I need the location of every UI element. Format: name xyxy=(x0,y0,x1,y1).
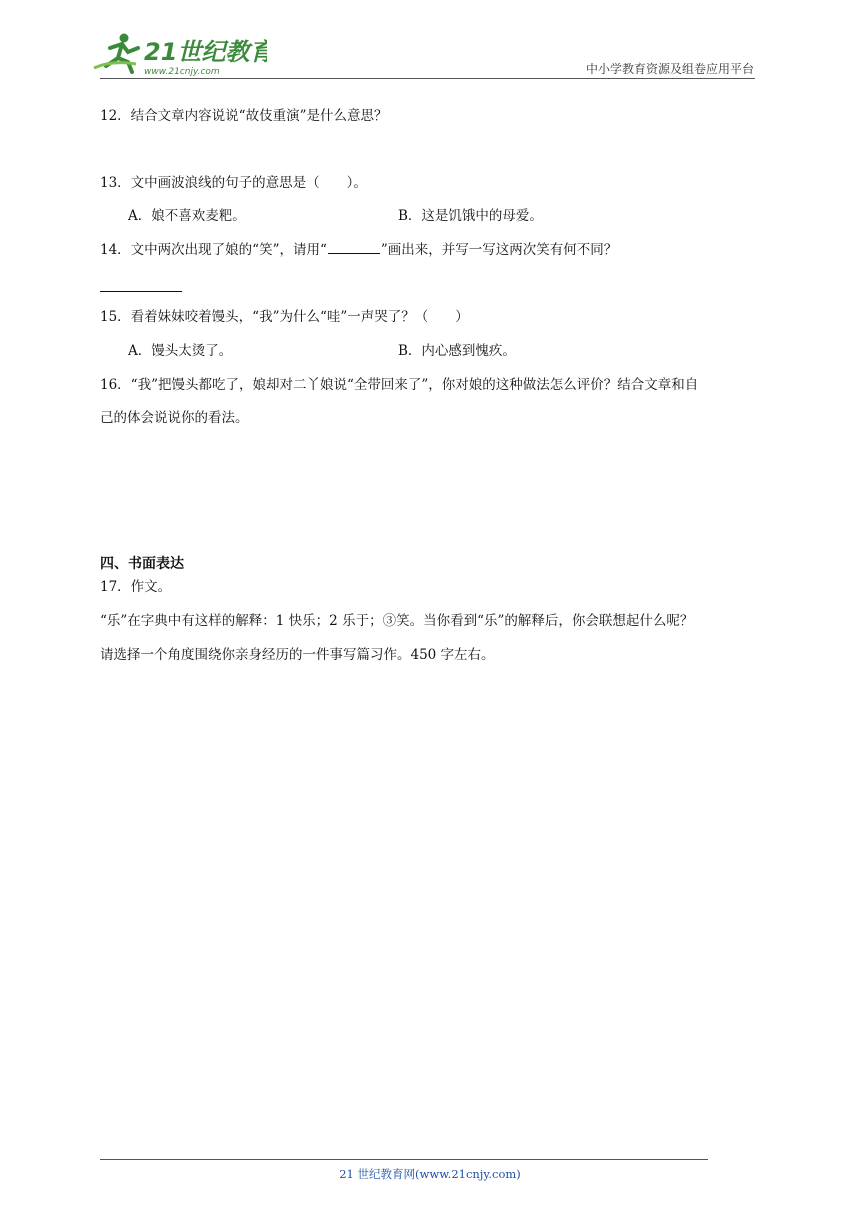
question-16-line-2: 己的体会说说你的看法。 xyxy=(100,410,249,426)
page-header xyxy=(0,0,860,82)
footer-link[interactable]: 21 世纪教育网(www.21cnjy.com) xyxy=(339,1167,521,1181)
answer-line xyxy=(100,291,182,292)
section-4-title: 四、书面表达 xyxy=(100,556,184,572)
question-13-option-a: A．娘不喜欢麦粑。 xyxy=(128,208,246,224)
essay-prompt-line-1: “乐”在字典中有这样的解释：1 快乐；2 乐于；③笑。当你看到“乐”的解释后，你会联想起什么呢？ xyxy=(100,613,694,629)
runner-logo-icon xyxy=(92,30,267,78)
question-17: 17．作文。 xyxy=(100,579,172,595)
question-12: 12．结合文章内容说说“故伎重演”是什么意思？ xyxy=(100,108,388,124)
question-15: 15．看着妹妹咬着馒头，“我”为什么“哇”一声哭了？（ ） xyxy=(100,309,469,325)
logo-url: www.21cnjy.com xyxy=(144,67,220,77)
question-16-line-1: 16．“我”把馒头都吃了，娘却对二丫娘说“全带回来了”，你对娘的这种做法怎么评价？结合文章和自 xyxy=(100,377,699,393)
site-logo xyxy=(92,30,267,78)
footer-divider xyxy=(100,1159,708,1160)
question-15-option-b: B．内心感到愧疚。 xyxy=(398,343,516,359)
question-14-text-before: 14．文中两次出现了娘的“笑”，请用“ xyxy=(100,242,327,258)
question-13: 13．文中画波浪线的句子的意思是（ ）。 xyxy=(100,175,367,191)
logo-wordmark: 21世纪教育 xyxy=(144,38,267,66)
question-15-option-a: A．馒头太烫了。 xyxy=(128,343,233,359)
question-14-text-after: ”画出来，并写一写这两次笑有何不同？ xyxy=(380,242,618,258)
question-14 xyxy=(100,240,617,260)
header-divider xyxy=(100,78,755,79)
essay-prompt-line-2: 请选择一个角度围绕你亲身经历的一件事写篇习作。450 字左右。 xyxy=(100,647,495,663)
question-13-option-b: B．这是饥饿中的母爱。 xyxy=(398,208,543,224)
platform-name: 中小学教育资源及组卷应用平台 xyxy=(585,62,754,76)
question-14-blank xyxy=(328,240,380,254)
